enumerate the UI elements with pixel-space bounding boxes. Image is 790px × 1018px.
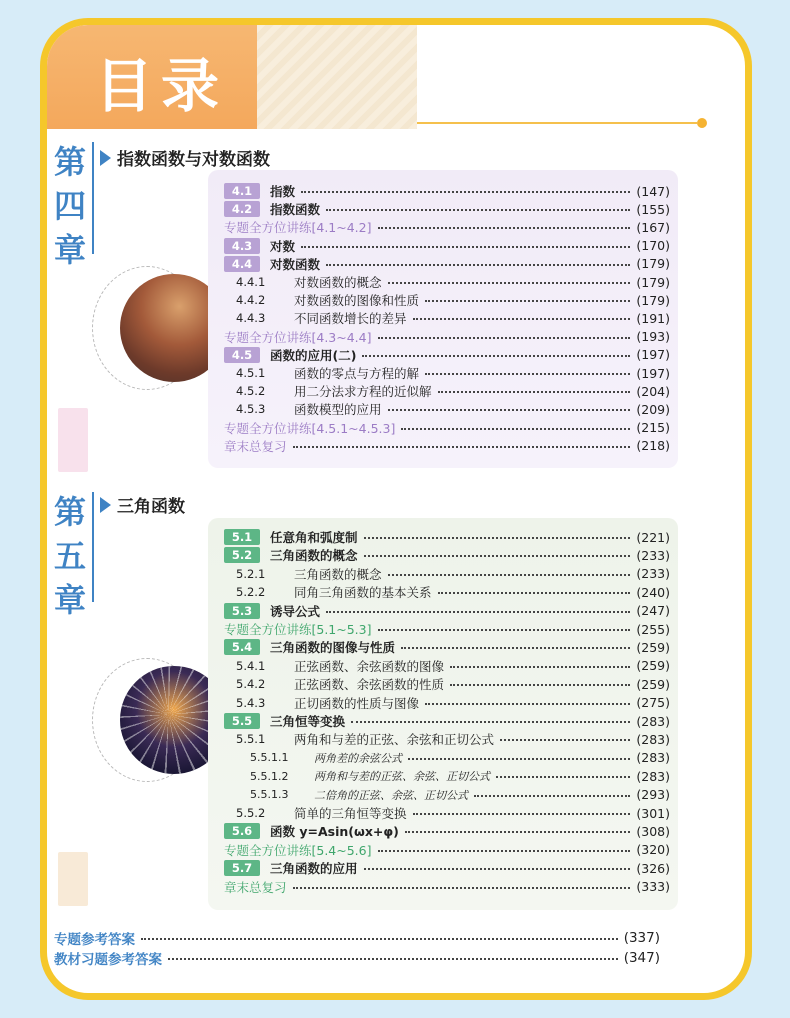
section-number-badge: 5.4 [224,639,260,655]
subsection-number: 5.5.1 [236,732,266,747]
page-number: (193) [636,329,670,345]
toc-row[interactable] [208,546,678,564]
page-number: (170) [636,238,670,254]
page-number: (283) [636,731,670,747]
toc-row[interactable] [208,255,678,273]
section-title: 任意角和弧度制 [270,530,358,545]
toc-row[interactable] [208,346,678,364]
special-entry-title: 专题全方位讲练[4.5.1~4.5.3] [224,420,396,436]
leader-dots [408,752,630,760]
page-number: (283) [636,768,670,784]
subsection-number: 5.5.2 [236,806,266,820]
page-number: (333) [636,879,670,895]
subsection-number: 4.4.1 [236,275,266,289]
leader-dots [425,697,630,705]
toc-row[interactable] [208,841,678,859]
title-divider-dot [697,118,707,128]
leader-dots [496,770,630,778]
page-number: (197) [636,347,670,363]
subsubsection-number: 5.5.1.2 [250,769,289,783]
leader-dots [388,568,631,576]
subsection-title: 对数函数的概念 [294,275,382,290]
section-number-badge: 4.2 [224,201,260,217]
toc-row[interactable] [208,749,678,767]
page-number: (197) [636,365,670,381]
chapter-5-contents [208,518,678,910]
section-number-badge: 4.3 [224,238,260,254]
title-divider [417,122,697,124]
page-number: (247) [636,603,670,619]
chapter-4-contents [208,170,678,468]
page-number: (308) [636,823,670,839]
chapter-5-photo [92,658,192,782]
subsection-number: 5.4.3 [236,695,266,710]
subsection-title: 简单的三角恒等变换 [294,806,407,821]
leader-dots [401,422,630,430]
section-title: 三角函数的应用 [270,861,358,877]
page-number: (240) [636,584,670,600]
section-number-badge: 5.3 [224,603,260,619]
leader-dots [438,586,631,594]
toc-row[interactable] [208,620,678,638]
special-entry-title: 专题全方位讲练[5.4~5.6] [224,842,372,858]
section-title: 指数 [270,184,296,199]
leader-dots [293,881,631,889]
subsection-number: 4.5.1 [236,366,266,380]
leader-dots [293,440,631,448]
chapter-arrow-icon [100,150,111,166]
leader-dots [378,844,631,852]
leader-dots [401,641,630,649]
section-title: 对数函数 [270,256,321,272]
toc-row[interactable] [208,730,678,748]
subsubsection-number: 5.5.1.1 [250,751,289,765]
subsubsection-number: 5.5.1.3 [250,788,289,802]
page-number: (320) [636,842,670,858]
leader-dots [378,331,631,339]
toc-row[interactable] [208,565,678,583]
section-number-badge: 4.4 [224,256,260,272]
leader-dots [362,349,630,357]
toc-row[interactable] [208,638,678,656]
toc-row[interactable] [208,328,678,346]
toc-row[interactable] [208,602,678,620]
toc-row[interactable] [208,437,678,455]
section-title: 诱导公式 [270,603,321,619]
page-number: (275) [636,695,670,711]
toc-row[interactable] [208,291,678,309]
leader-dots [326,203,630,211]
special-entry-title: 章末总复习 [224,438,287,454]
answers-row[interactable] [54,928,660,948]
subsection-title: 不同函数增长的差异 [294,311,407,327]
leader-dots [405,825,630,833]
chapter-5-label [50,490,90,622]
toc-row[interactable] [208,528,678,546]
toc-row[interactable] [208,419,678,437]
page-number: (326) [636,860,670,876]
chapter-arrow-icon [100,497,111,513]
chapter-5-label-char: 第 [53,493,86,531]
leader-dots [425,294,630,302]
leader-dots [378,221,631,229]
toc-row[interactable] [208,273,678,291]
toc-row[interactable] [208,657,678,675]
textbook-answers-page: (347) [623,950,660,966]
page-number: (301) [636,805,670,821]
toc-row[interactable] [208,364,678,382]
toc-row[interactable] [208,859,678,877]
page-number: (233) [636,566,670,582]
subsubsection-title: 两角和与差的正弦、余弦、正切公式 [314,770,490,784]
page-number: (209) [636,401,670,417]
toc-row[interactable] [208,878,678,896]
toc-row[interactable] [208,309,678,327]
leader-dots [388,276,631,284]
leader-dots [450,660,630,668]
decorative-pill [58,852,88,906]
leader-dots [425,367,630,375]
chapter-4-label-char: 章 [53,231,86,269]
leader-dots [168,952,618,960]
page-number: (259) [636,639,670,655]
toc-row[interactable] [208,675,678,693]
subsection-title: 正弦函数、余弦函数的图像 [294,658,445,674]
page-number: (293) [636,787,670,803]
section-number-badge: 5.2 [224,547,260,563]
decorative-pill [58,408,88,472]
section-title: 对数 [270,238,296,254]
page-number: (283) [636,713,670,729]
subsection-number: 5.2.2 [236,585,266,600]
section-number-badge: 5.5 [224,713,260,729]
chapter-5-title: 三角函数 [117,497,185,517]
subsection-title: 函数的零点与方程的解 [294,366,420,381]
chapter-5-heading [100,492,185,517]
leader-dots [141,932,618,940]
toc-row[interactable] [208,767,678,785]
page-number: (255) [636,621,670,637]
chapter-4-divider [92,142,94,254]
subsection-number: 5.4.1 [236,658,266,673]
section-number-badge: 4.5 [224,347,260,363]
section-title: 函数 y=Asin(ωx+φ) [270,824,399,840]
page-number: (283) [636,750,670,766]
page-number: (179) [636,292,670,308]
answers-page: (337) [623,930,660,946]
toc-row[interactable] [208,382,678,400]
page-number: (259) [636,676,670,692]
section-number-badge: 4.1 [224,183,260,199]
leader-dots [301,185,630,193]
leader-dots [413,312,631,320]
leader-dots [388,403,631,411]
chapter-5-label-char: 章 [53,581,86,619]
chapter-4-title: 指数函数与对数函数 [117,150,270,170]
subsection-number: 4.4.3 [236,311,266,326]
section-number-badge: 5.7 [224,860,260,876]
section-title: 指数函数 [270,202,321,218]
subsection-title: 正切函数的性质与图像 [294,695,420,711]
page-number: (147) [636,183,670,199]
subsection-number: 4.4.2 [236,293,266,308]
subsection-title: 两角和与差的正弦、余弦和正切公式 [294,732,495,748]
page-number: (191) [636,310,670,326]
special-entry-title: 专题全方位讲练[4.3~4.4] [224,329,372,345]
subsection-title: 函数模型的应用 [294,402,382,418]
leader-dots [500,733,630,741]
leader-dots [450,678,630,686]
textbook-answers-title: 教材习题参考答案 [54,952,162,968]
subsubsection-title: 二倍角的正弦、余弦、正切公式 [314,788,468,802]
special-entry-title: 专题全方位讲练[5.1~5.3] [224,622,372,637]
subsection-number: 5.2.1 [236,566,266,581]
toc-row[interactable] [208,822,678,840]
leader-dots [364,549,631,557]
section-title: 三角恒等变换 [270,714,346,729]
leader-dots [301,240,630,248]
toc-row[interactable] [208,218,678,236]
toc-row[interactable] [208,400,678,418]
leader-dots [351,715,630,723]
toc-row[interactable] [208,182,678,200]
page-number: (167) [636,219,670,235]
section-number-badge: 5.1 [224,529,260,545]
chapter-4-label-char: 四 [53,187,86,225]
page-title: 目录 [95,52,228,120]
toc-row[interactable] [208,786,678,804]
page-number: (218) [636,438,670,454]
chapter-4-label-char: 第 [53,143,86,181]
subsection-title: 用二分法求方程的近似解 [294,384,432,400]
toc-row[interactable] [208,583,678,601]
toc-row[interactable] [208,712,678,730]
subsection-title: 同角三角函数的基本关系 [294,585,432,601]
leader-dots [364,531,631,539]
page-number: (233) [636,547,670,563]
section-title: 三角函数的图像与性质 [270,640,396,656]
leader-dots [326,605,630,613]
page-number: (259) [636,658,670,674]
chapter-4-photo [92,266,192,390]
subsection-title: 三角函数的概念 [294,566,382,582]
page-number: (179) [636,256,670,272]
title-background-photo [257,25,417,129]
leader-dots [364,862,631,870]
toc-row[interactable] [208,694,678,712]
title-band [47,25,257,129]
subsection-number: 4.5.2 [236,384,266,399]
answers-title: 专题参考答案 [54,932,135,948]
subsection-title: 正弦函数、余弦函数的性质 [294,677,445,693]
page-number: (155) [636,201,670,217]
subsubsection-title: 两角差的余弦公式 [314,751,402,765]
subsection-number: 4.5.3 [236,402,266,417]
special-entry-title: 专题全方位讲练[4.1~4.2] [224,220,372,236]
chapter-5-divider [92,492,94,602]
subsection-title: 对数函数的图像和性质 [294,293,420,309]
special-entry-title: 章末总复习 [224,879,287,895]
section-title: 三角函数的概念 [270,548,358,564]
chapter-4-label [50,140,90,272]
page-number: (215) [636,420,670,436]
page-number: (204) [636,383,670,399]
toc-row[interactable] [208,237,678,255]
section-number-badge: 5.6 [224,823,260,839]
chapter-5-label-char: 五 [53,537,86,575]
chapter-4-heading [100,145,270,170]
page-number: (221) [636,529,670,545]
leader-dots [378,623,631,631]
section-title: 函数的应用(二) [270,347,357,363]
toc-row[interactable] [208,804,678,822]
leader-dots [438,385,631,393]
toc-row[interactable] [208,200,678,218]
page-number: (179) [636,274,670,290]
leader-dots [413,807,631,815]
leader-dots [326,258,630,266]
textbook-answers-row[interactable] [54,948,660,968]
subsection-number: 5.4.2 [236,677,266,692]
leader-dots [474,789,630,797]
